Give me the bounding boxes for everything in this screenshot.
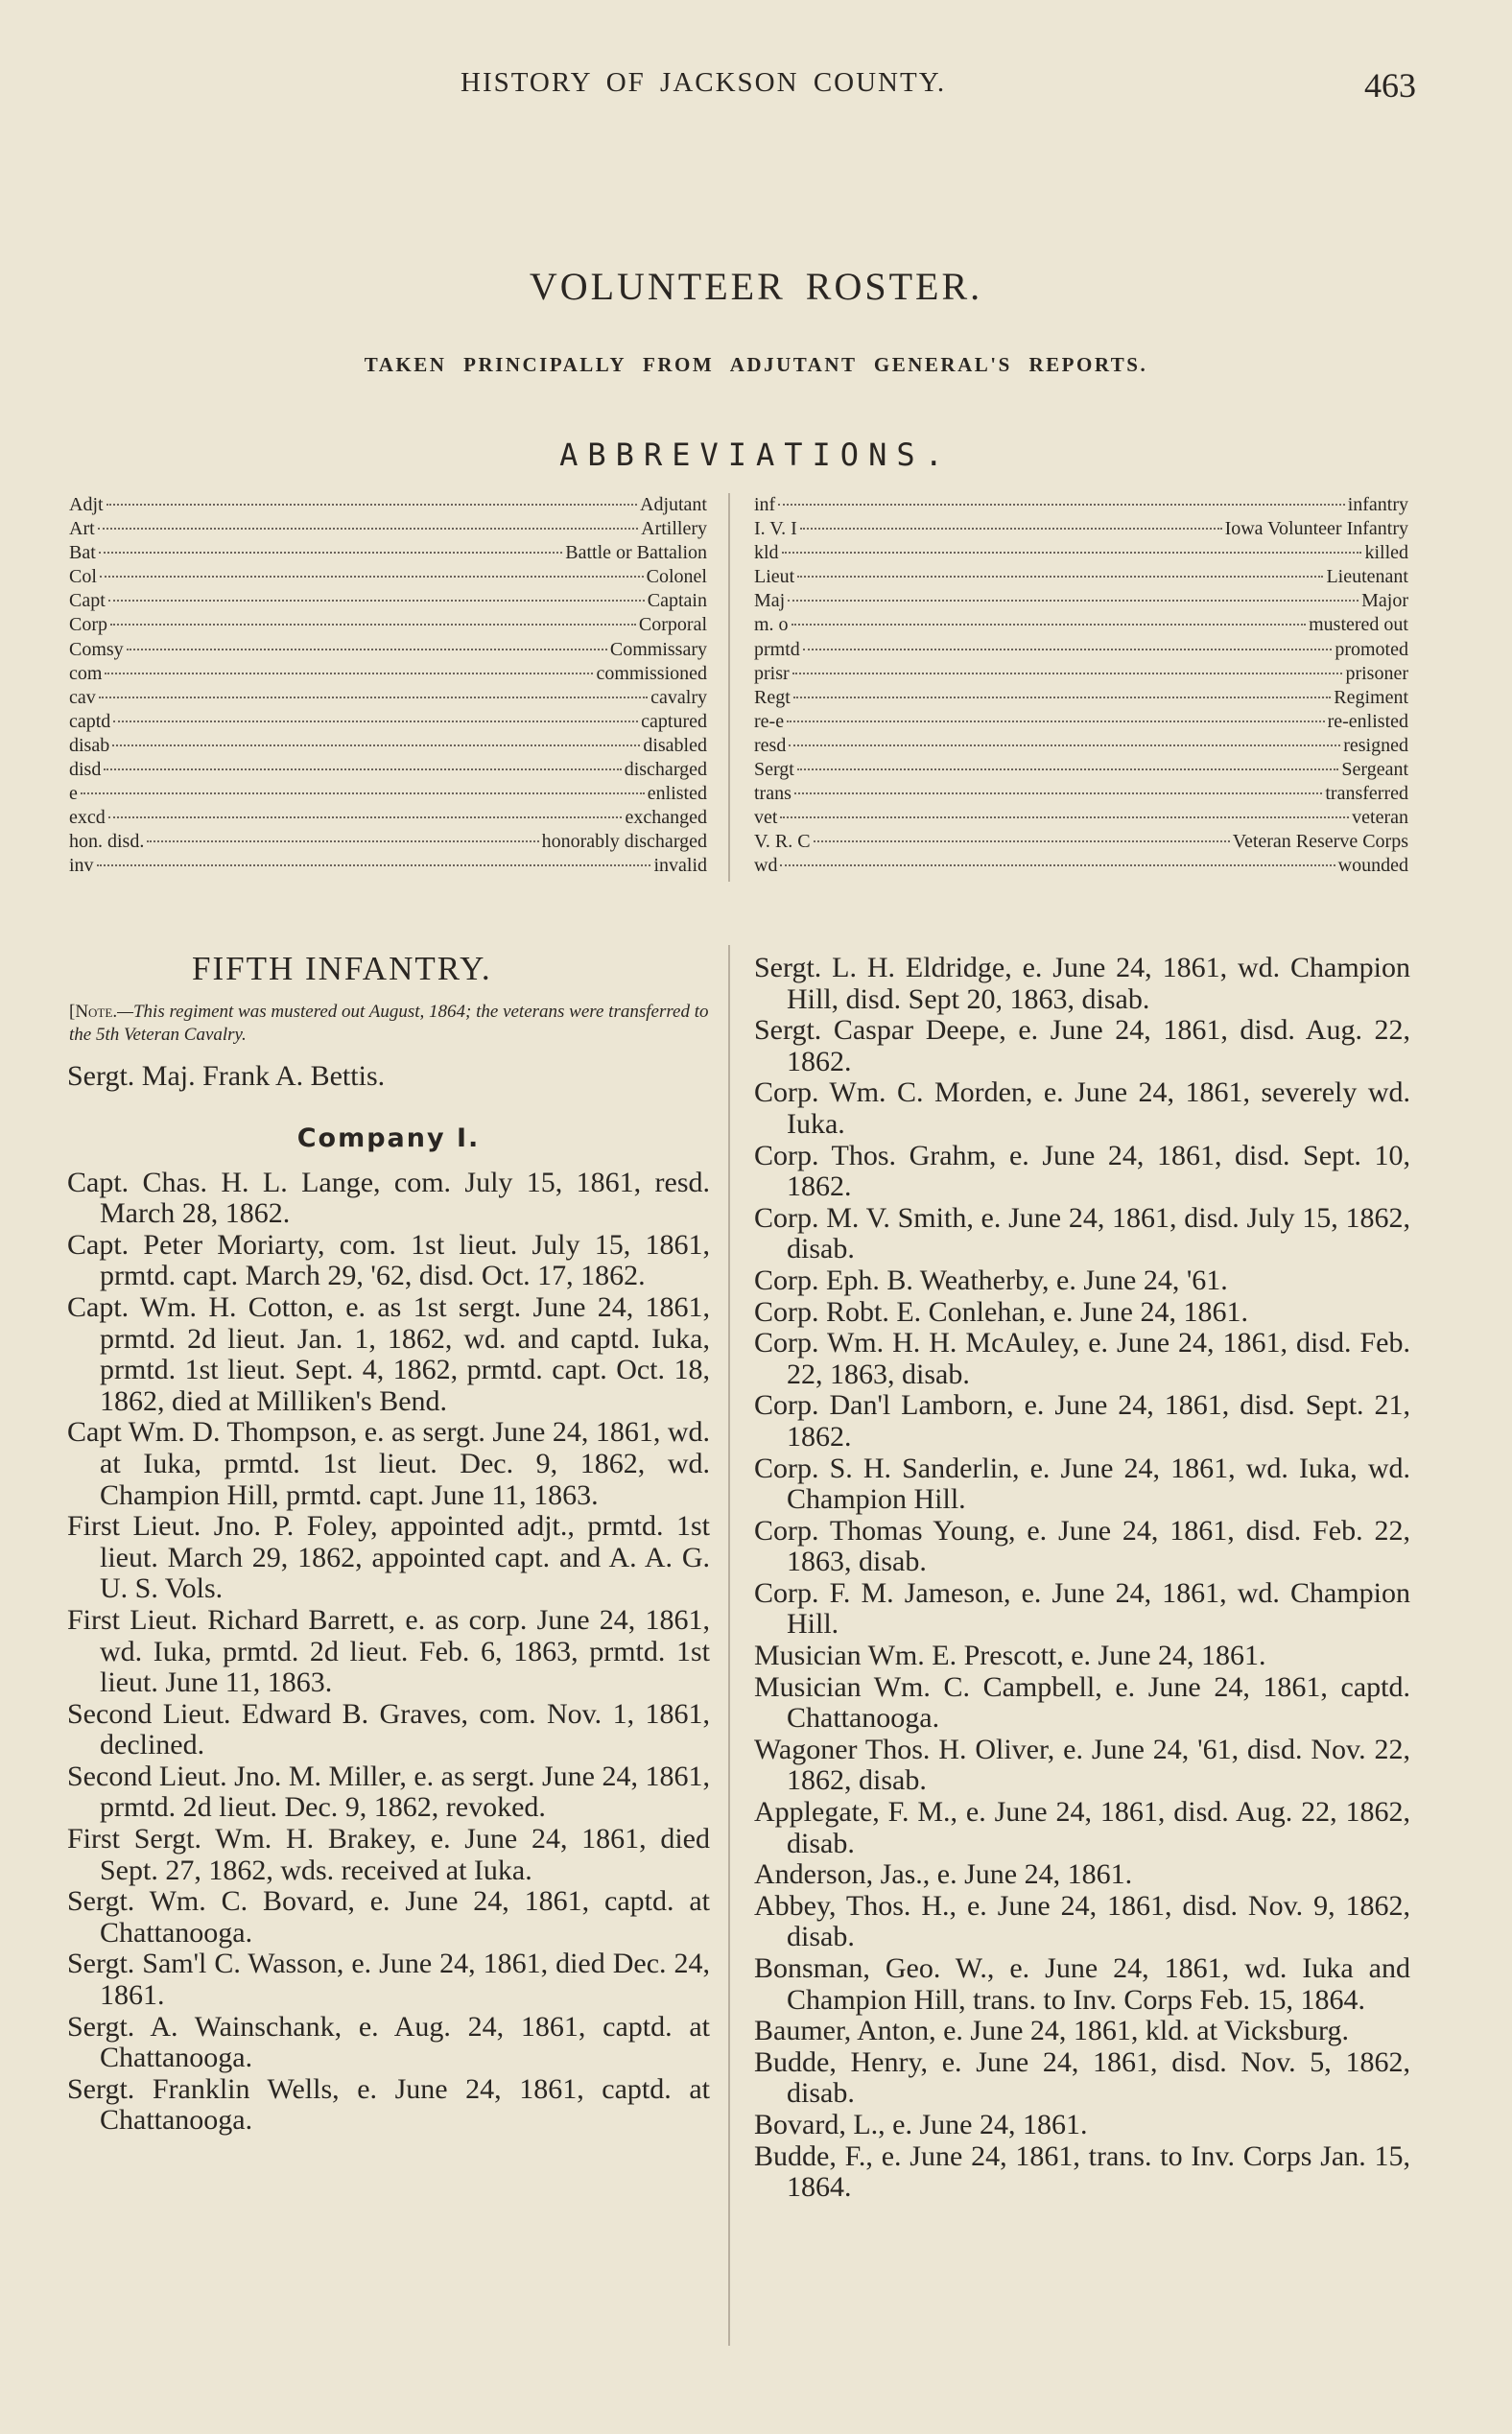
dot-leader — [778, 504, 1344, 506]
abbreviation-term: Lieut — [754, 566, 795, 588]
roster-entry: Baumer, Anton, e. June 24, 1861, kld. at Vicksburg. — [754, 2015, 1349, 2047]
abbreviation-row — [69, 662, 707, 686]
abbreviation-row — [754, 806, 1408, 830]
dot-leader — [787, 721, 1325, 722]
abbreviation-row — [754, 493, 1408, 517]
dot-leader — [108, 816, 623, 818]
roster-entry: Capt. Peter Moriarty, com. 1st lieut. July 15, 1861, prmtd. capt. March 29, '62, disd. Oct. 17, 1862. — [67, 1228, 710, 1292]
abbreviation-term: Corp — [69, 614, 107, 636]
abbreviation-meaning: Lieutenant — [1326, 566, 1408, 588]
dot-leader — [110, 624, 636, 626]
abbreviation-meaning: enlisted — [647, 783, 707, 805]
abbreviation-term: Adjt — [69, 494, 104, 515]
roster-entry: First Sergt. Wm. H. Brakey, e. June 24, 1861, died Sept. 27, 1862, wds. received at Iuka. — [67, 1823, 710, 1886]
abbreviation-row — [754, 662, 1408, 686]
abbreviation-term: inf — [754, 494, 776, 515]
abbreviation-term: com — [69, 662, 103, 684]
dot-leader — [98, 528, 638, 530]
abbreviation-meaning: prisoner — [1345, 662, 1408, 684]
abbreviation-meaning: transferred — [1325, 783, 1408, 805]
abbreviation-row — [69, 710, 707, 734]
abbreviation-term: excd — [69, 807, 106, 829]
dot-leader — [100, 576, 644, 578]
roster-entry: Sergt. Franklin Wells, e. June 24, 1861, captd. at Chattanooga. — [67, 2072, 710, 2137]
roster-entry: Sergt. Caspar Deepe, e. June 24, 1861, disd. Aug. 22, 1862. — [754, 1014, 1410, 1077]
dot-leader — [108, 600, 645, 602]
dot-leader — [797, 768, 1339, 770]
roster-entry: First Lieut. Jno. P. Foley, appointed adjt., prmtd. 1st lieut. March 29, 1862, appointed capt. and A. A. G. U. S. Vols. — [67, 1510, 710, 1605]
abbreviation-meaning: invalid — [653, 855, 707, 877]
abbreviation-row — [754, 517, 1408, 541]
abbreviation-term: e — [69, 783, 78, 805]
abbreviation-meaning: exchanged — [625, 807, 707, 829]
dot-leader — [793, 697, 1331, 698]
roster-entry: Capt. Wm. H. Cotton, e. as 1st sergt. June 24, 1861, prmtd. 2d lieut. Jan. 1, 1862, wd. and captd. Iuka, prmtd. 1st lieut. Sept. 4, 1862, prmtd. capt. Oct. 18, 1862, died at Milliken's Bend. — [67, 1290, 710, 1417]
running-title: HISTORY OF JACKSON COUNTY. — [461, 67, 947, 98]
dot-leader — [800, 528, 1222, 530]
abbreviation-row — [754, 589, 1408, 613]
dot-leader — [794, 792, 1322, 794]
roster-column-left — [67, 1061, 710, 2137]
abbreviation-row — [69, 613, 707, 637]
abbreviation-term: resd — [754, 734, 787, 756]
abbreviations-list-left — [69, 493, 707, 879]
abbreviation-meaning: Corporal — [638, 614, 707, 636]
roster-entry: Corp. Dan'l Lamborn, e. June 24, 1861, disd. Sept. 21, 1862. — [754, 1389, 1410, 1453]
abbreviation-meaning: infantry — [1347, 494, 1408, 515]
roster-entry: Musician Wm. E. Prescott, e. June 24, 1861. — [754, 1640, 1266, 1672]
abbreviation-row — [754, 854, 1408, 878]
abbreviation-row — [69, 830, 707, 854]
abbreviation-term: m. o — [754, 614, 789, 636]
roster-entry: Corp. Wm. C. Morden, e. June 24, 1861, severely wd. Iuka. — [754, 1076, 1410, 1140]
dot-leader — [789, 744, 1340, 746]
abbreviation-row — [69, 517, 707, 541]
page-subtitle: TAKEN PRINCIPALLY FROM ADJUTANT GENERAL'S REPORTS. — [364, 353, 1148, 376]
roster-entry: Corp. Wm. H. H. McAuley, e. June 24, 1861, disd. Feb. 22, 1863, disab. — [754, 1327, 1410, 1390]
abbreviation-term: vet — [754, 807, 778, 829]
abbreviation-term: Capt — [69, 590, 106, 612]
abbreviation-row — [69, 758, 707, 782]
abbreviation-row — [69, 782, 707, 806]
roster-entry: Applegate, F. M., e. June 24, 1861, disd. Aug. 22, 1862, disab. — [754, 1796, 1410, 1859]
dot-leader — [780, 864, 1335, 866]
abbreviation-term: Comsy — [69, 638, 124, 660]
abbreviation-row — [754, 613, 1408, 637]
dot-leader — [788, 600, 1358, 602]
abbreviations-heading: ABBREVIATIONS. — [559, 437, 953, 473]
abbreviation-row — [69, 686, 707, 710]
abbreviation-meaning: Sergeant — [1341, 759, 1408, 781]
abbreviation-meaning: Regiment — [1334, 686, 1408, 708]
abbreviation-meaning: honorably discharged — [541, 831, 707, 853]
abbreviation-row — [754, 638, 1408, 662]
abbreviation-row — [754, 565, 1408, 589]
roster-entry: Corp. Thos. Grahm, e. June 24, 1861, disd. Sept. 10, 1862. — [754, 1139, 1410, 1203]
abbreviation-row — [754, 710, 1408, 734]
roster-entry: Abbey, Thos. H., e. June 24, 1861, disd. Nov. 9, 1862, disab. — [754, 1889, 1410, 1953]
dot-leader — [814, 840, 1230, 842]
abbreviation-term: Art — [69, 518, 95, 540]
abbreviation-term: disab — [69, 734, 110, 756]
abbreviation-term: Col — [69, 566, 97, 588]
abbreviation-meaning: Artillery — [641, 518, 707, 540]
dot-leader — [104, 768, 621, 770]
section-note — [69, 1001, 712, 1047]
roster-entry: Corp. S. H. Sanderlin, e. June 24, 1861, wd. Iuka, wd. Champion Hill. — [754, 1452, 1410, 1516]
roster-entry: Second Lieut. Edward B. Graves, com. Nov. 1, 1861, declined. — [67, 1697, 710, 1761]
abbreviation-term: I. V. I — [754, 518, 797, 540]
abbreviation-term: Regt — [754, 686, 791, 708]
dot-leader — [792, 673, 1343, 674]
abbreviation-meaning: discharged — [624, 759, 707, 781]
roster-entry: First Lieut. Richard Barrett, e. as corp. June 24, 1861, wd. Iuka, prmtd. 2d lieut. Feb. 6, 1863, prmtd. 1st lieut. June 11, 1863. — [67, 1603, 710, 1699]
roster-entry: Sergt. A. Wainschank, e. Aug. 24, 1861, captd. at Chattanooga. — [67, 2010, 710, 2074]
abbreviation-row — [754, 758, 1408, 782]
note-text: —This regiment was mustered out August, 1864; the veterans were transferred to the 5th Veteran Cavalry. — [69, 1002, 709, 1045]
roster-entry: Corp. Robt. E. Conlehan, e. June 24, 1861. — [754, 1295, 1248, 1328]
abbreviation-meaning: wounded — [1337, 855, 1408, 877]
abbreviation-meaning: Iowa Volunteer Infantry — [1224, 518, 1408, 540]
abbreviations-list-right — [754, 493, 1408, 879]
column-divider — [728, 493, 730, 882]
page-title: VOLUNTEER ROSTER. — [529, 265, 983, 308]
abbreviation-term: Maj — [754, 590, 786, 612]
dot-leader — [81, 792, 645, 794]
abbreviation-meaning: Adjutant — [640, 494, 707, 515]
abbreviation-term: prisr — [754, 662, 790, 684]
abbreviation-meaning: mustered out — [1309, 614, 1408, 636]
abbreviation-term: captd — [69, 710, 111, 732]
abbreviation-row — [69, 854, 707, 878]
abbreviation-row — [754, 782, 1408, 806]
abbreviation-meaning: captured — [641, 710, 707, 732]
abbreviation-meaning: Captain — [647, 590, 707, 612]
company-heading: Company I. — [296, 1122, 481, 1153]
roster-entry: Budde, Henry, e. June 24, 1861, disd. Nov. 5, 1862, disab. — [754, 2045, 1410, 2110]
abbreviation-meaning: Commissary — [609, 638, 707, 660]
abbreviation-meaning: Major — [1361, 590, 1408, 612]
abbreviation-row — [754, 686, 1408, 710]
abbreviation-row — [69, 806, 707, 830]
abbreviation-row — [69, 638, 707, 662]
abbreviation-term: kld — [754, 542, 779, 564]
abbreviation-term: wd — [754, 855, 778, 877]
roster-entry: Corp. F. M. Jameson, e. June 24, 1861, wd. Champion Hill. — [754, 1576, 1410, 1641]
abbreviation-meaning: disabled — [643, 734, 707, 756]
dot-leader — [99, 552, 562, 554]
abbreviation-term: re-e — [754, 710, 785, 732]
page-number: 463 — [1364, 66, 1416, 105]
abbreviation-meaning: promoted — [1335, 638, 1408, 660]
abbreviation-term: inv — [69, 855, 94, 877]
dot-leader — [112, 744, 640, 746]
roster-entry: Corp. Eph. B. Weatherby, e. June 24, '61. — [754, 1264, 1228, 1296]
abbreviation-meaning: commissioned — [596, 662, 707, 684]
roster-entry: Wagoner Thos. H. Oliver, e. June 24, '61, disd. Nov. 22, 1862, disab. — [754, 1733, 1410, 1797]
dot-leader — [113, 721, 638, 722]
abbreviation-meaning: resigned — [1343, 734, 1408, 756]
section-title: FIFTH INFANTRY. — [192, 950, 492, 987]
abbreviation-meaning: veteran — [1352, 807, 1408, 829]
abbreviation-term: prmtd — [754, 638, 800, 660]
abbreviation-term: cav — [69, 686, 96, 708]
abbreviation-term: Bat — [69, 542, 96, 564]
roster-entry: Sergt. Wm. C. Bovard, e. June 24, 1861, captd. at Chattanooga. — [67, 1885, 710, 1949]
column-divider — [728, 945, 730, 2346]
roster-entry: Capt. Chas. H. L. Lange, com. July 15, 1861, resd. March 28, 1862. — [67, 1166, 710, 1230]
roster-entry: Budde, F., e. June 24, 1861, trans. to Inv. Corps Jan. 15, 1864. — [754, 2139, 1410, 2204]
abbreviation-row — [754, 830, 1408, 854]
roster-entry: Bonsman, Geo. W., e. June 24, 1861, wd. Iuka and Champion Hill, trans. to Inv. Corps Feb. 15, 1864. — [754, 1952, 1410, 2016]
roster-entry: Corp. Thomas Young, e. June 24, 1861, disd. Feb. 22, 1863, disab. — [754, 1514, 1410, 1578]
abbreviation-meaning: re-enlisted — [1327, 710, 1408, 732]
abbreviation-row — [69, 589, 707, 613]
abbreviation-row — [69, 493, 707, 517]
dot-leader — [105, 673, 593, 674]
abbreviation-row — [754, 734, 1408, 758]
abbreviation-term: Sergt — [754, 759, 794, 781]
dot-leader — [797, 576, 1323, 578]
abbreviation-meaning: Colonel — [646, 566, 707, 588]
abbreviation-term: V. R. C — [754, 831, 811, 853]
roster-entry: Sergt. L. H. Eldridge, e. June 24, 1861, wd. Champion Hill, disd. Sept 20, 1863, disab. — [754, 952, 1410, 1015]
dot-leader — [147, 840, 538, 842]
roster-entry: Bovard, L., e. June 24, 1861. — [754, 2108, 1088, 2140]
abbreviation-term: disd — [69, 759, 102, 781]
abbreviation-meaning: killed — [1364, 542, 1408, 564]
roster-entry: Corp. M. V. Smith, e. June 24, 1861, disd. July 15, 1862, disab. — [754, 1201, 1410, 1265]
roster-entry: Musician Wm. C. Campbell, e. June 24, 1861, captd. Chattanooga. — [754, 1670, 1410, 1735]
abbreviation-meaning: cavalry — [650, 686, 707, 708]
abbreviation-meaning: Veteran Reserve Corps — [1232, 831, 1408, 853]
abbreviation-row — [69, 541, 707, 565]
dot-leader — [106, 504, 637, 506]
abbreviation-term: trans — [754, 783, 791, 805]
dot-leader — [127, 649, 607, 650]
abbreviation-meaning: Battle or Battalion — [565, 542, 707, 564]
dot-leader — [782, 552, 1362, 554]
dot-leader — [780, 816, 1349, 818]
dot-leader — [803, 649, 1333, 650]
abbreviation-term: hon. disd. — [69, 831, 145, 853]
abbreviation-row — [69, 734, 707, 758]
roster-entry: Anderson, Jas., e. June 24, 1861. — [754, 1858, 1133, 1891]
dot-leader — [99, 697, 648, 698]
roster-entry: Capt Wm. D. Thompson, e. as sergt. June 24, 1861, wd. at Iuka, prmtd. 1st lieut. Dec. 9, 1862, wd. Champion Hill, prmtd. capt. June 11, 1863. — [67, 1416, 710, 1511]
dot-leader — [97, 864, 651, 866]
dot-leader — [791, 624, 1307, 626]
note-label: [Note. — [69, 1002, 118, 1022]
abbreviation-row — [754, 541, 1408, 565]
roster-entry: Second Lieut. Jno. M. Miller, e. as sergt. June 24, 1861, prmtd. 2d lieut. Dec. 9, 1862, revoked. — [67, 1760, 710, 1824]
staff-entry: Sergt. Maj. Frank A. Bettis. — [67, 1060, 386, 1092]
abbreviation-row — [69, 565, 707, 589]
roster-column-right — [754, 953, 1410, 2204]
running-head — [461, 67, 1416, 115]
roster-entry: Sergt. Sam'l C. Wasson, e. June 24, 1861, died Dec. 24, 1861. — [67, 1948, 710, 2012]
